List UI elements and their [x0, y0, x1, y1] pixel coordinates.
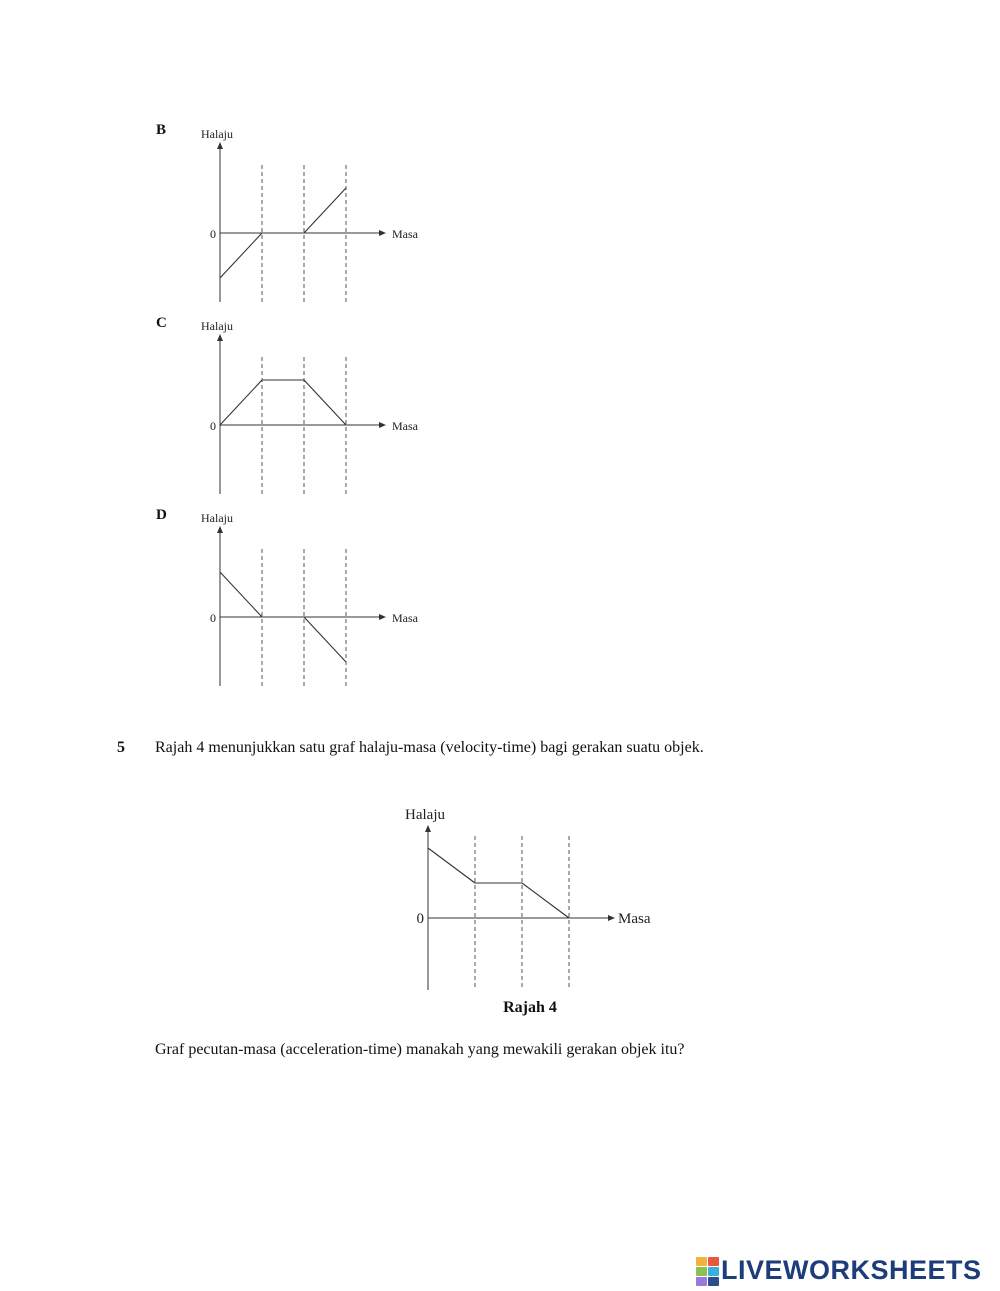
y-axis-arrow-icon — [425, 825, 431, 832]
y-axis-label: Halaju — [201, 511, 233, 525]
option-letter: C — [156, 315, 167, 331]
option-letter: B — [156, 122, 167, 138]
origin-label: 0 — [210, 227, 216, 241]
brand-logo-tile — [708, 1267, 719, 1276]
origin-label: 0 — [416, 911, 424, 927]
y-axis-label: Halaju — [201, 319, 233, 333]
x-axis-label: Masa — [392, 227, 418, 241]
brand-logo-tile — [696, 1277, 707, 1286]
brand-logo — [696, 1255, 982, 1286]
option-b-velocity-graph — [200, 120, 440, 310]
origin-label: 0 — [210, 419, 216, 433]
brand-text: LIVEWORKSHEETS — [721, 1255, 982, 1285]
x-axis-arrow-icon — [379, 614, 386, 620]
figure-velocity-time-graph — [400, 800, 680, 1000]
y-axis-label: Halaju — [201, 127, 233, 141]
option-c-velocity-graph — [200, 312, 440, 502]
question-text: Rajah 4 menunjukkan satu graf halaju-masa (velocity-time) bagi gerakan suatu objek. — [155, 739, 704, 756]
y-axis-label: Halaju — [405, 807, 445, 823]
velocity-segment — [220, 572, 262, 617]
brand-logo-tile — [696, 1257, 707, 1266]
question-number: 5 — [117, 739, 125, 756]
brand-logo-tile — [708, 1257, 719, 1266]
velocity-segment — [220, 233, 262, 278]
velocity-segment — [522, 883, 569, 918]
x-axis-label: Masa — [618, 911, 651, 927]
velocity-segment — [304, 380, 346, 425]
brand-logo-tile — [708, 1277, 719, 1286]
brand-mark-icon — [696, 1257, 718, 1285]
y-axis-arrow-icon — [217, 334, 223, 341]
y-axis-arrow-icon — [217, 142, 223, 149]
x-axis-arrow-icon — [379, 230, 386, 236]
x-axis-label: Masa — [392, 611, 418, 625]
x-axis-label: Masa — [392, 419, 418, 433]
question-subtext: Graf pecutan-masa (acceleration-time) manakah yang mewakili gerakan objek itu? — [155, 1041, 685, 1058]
x-axis-arrow-icon — [379, 422, 386, 428]
velocity-segment — [304, 188, 346, 233]
option-letter: D — [156, 507, 167, 523]
figure-caption: Rajah 4 — [503, 999, 557, 1016]
origin-label: 0 — [210, 611, 216, 625]
velocity-segment — [220, 380, 262, 425]
y-axis-arrow-icon — [217, 526, 223, 533]
velocity-segment — [304, 617, 346, 662]
x-axis-arrow-icon — [608, 915, 615, 921]
brand-logo-tile — [696, 1267, 707, 1276]
option-d-velocity-graph — [200, 504, 440, 694]
velocity-segment — [428, 848, 475, 883]
